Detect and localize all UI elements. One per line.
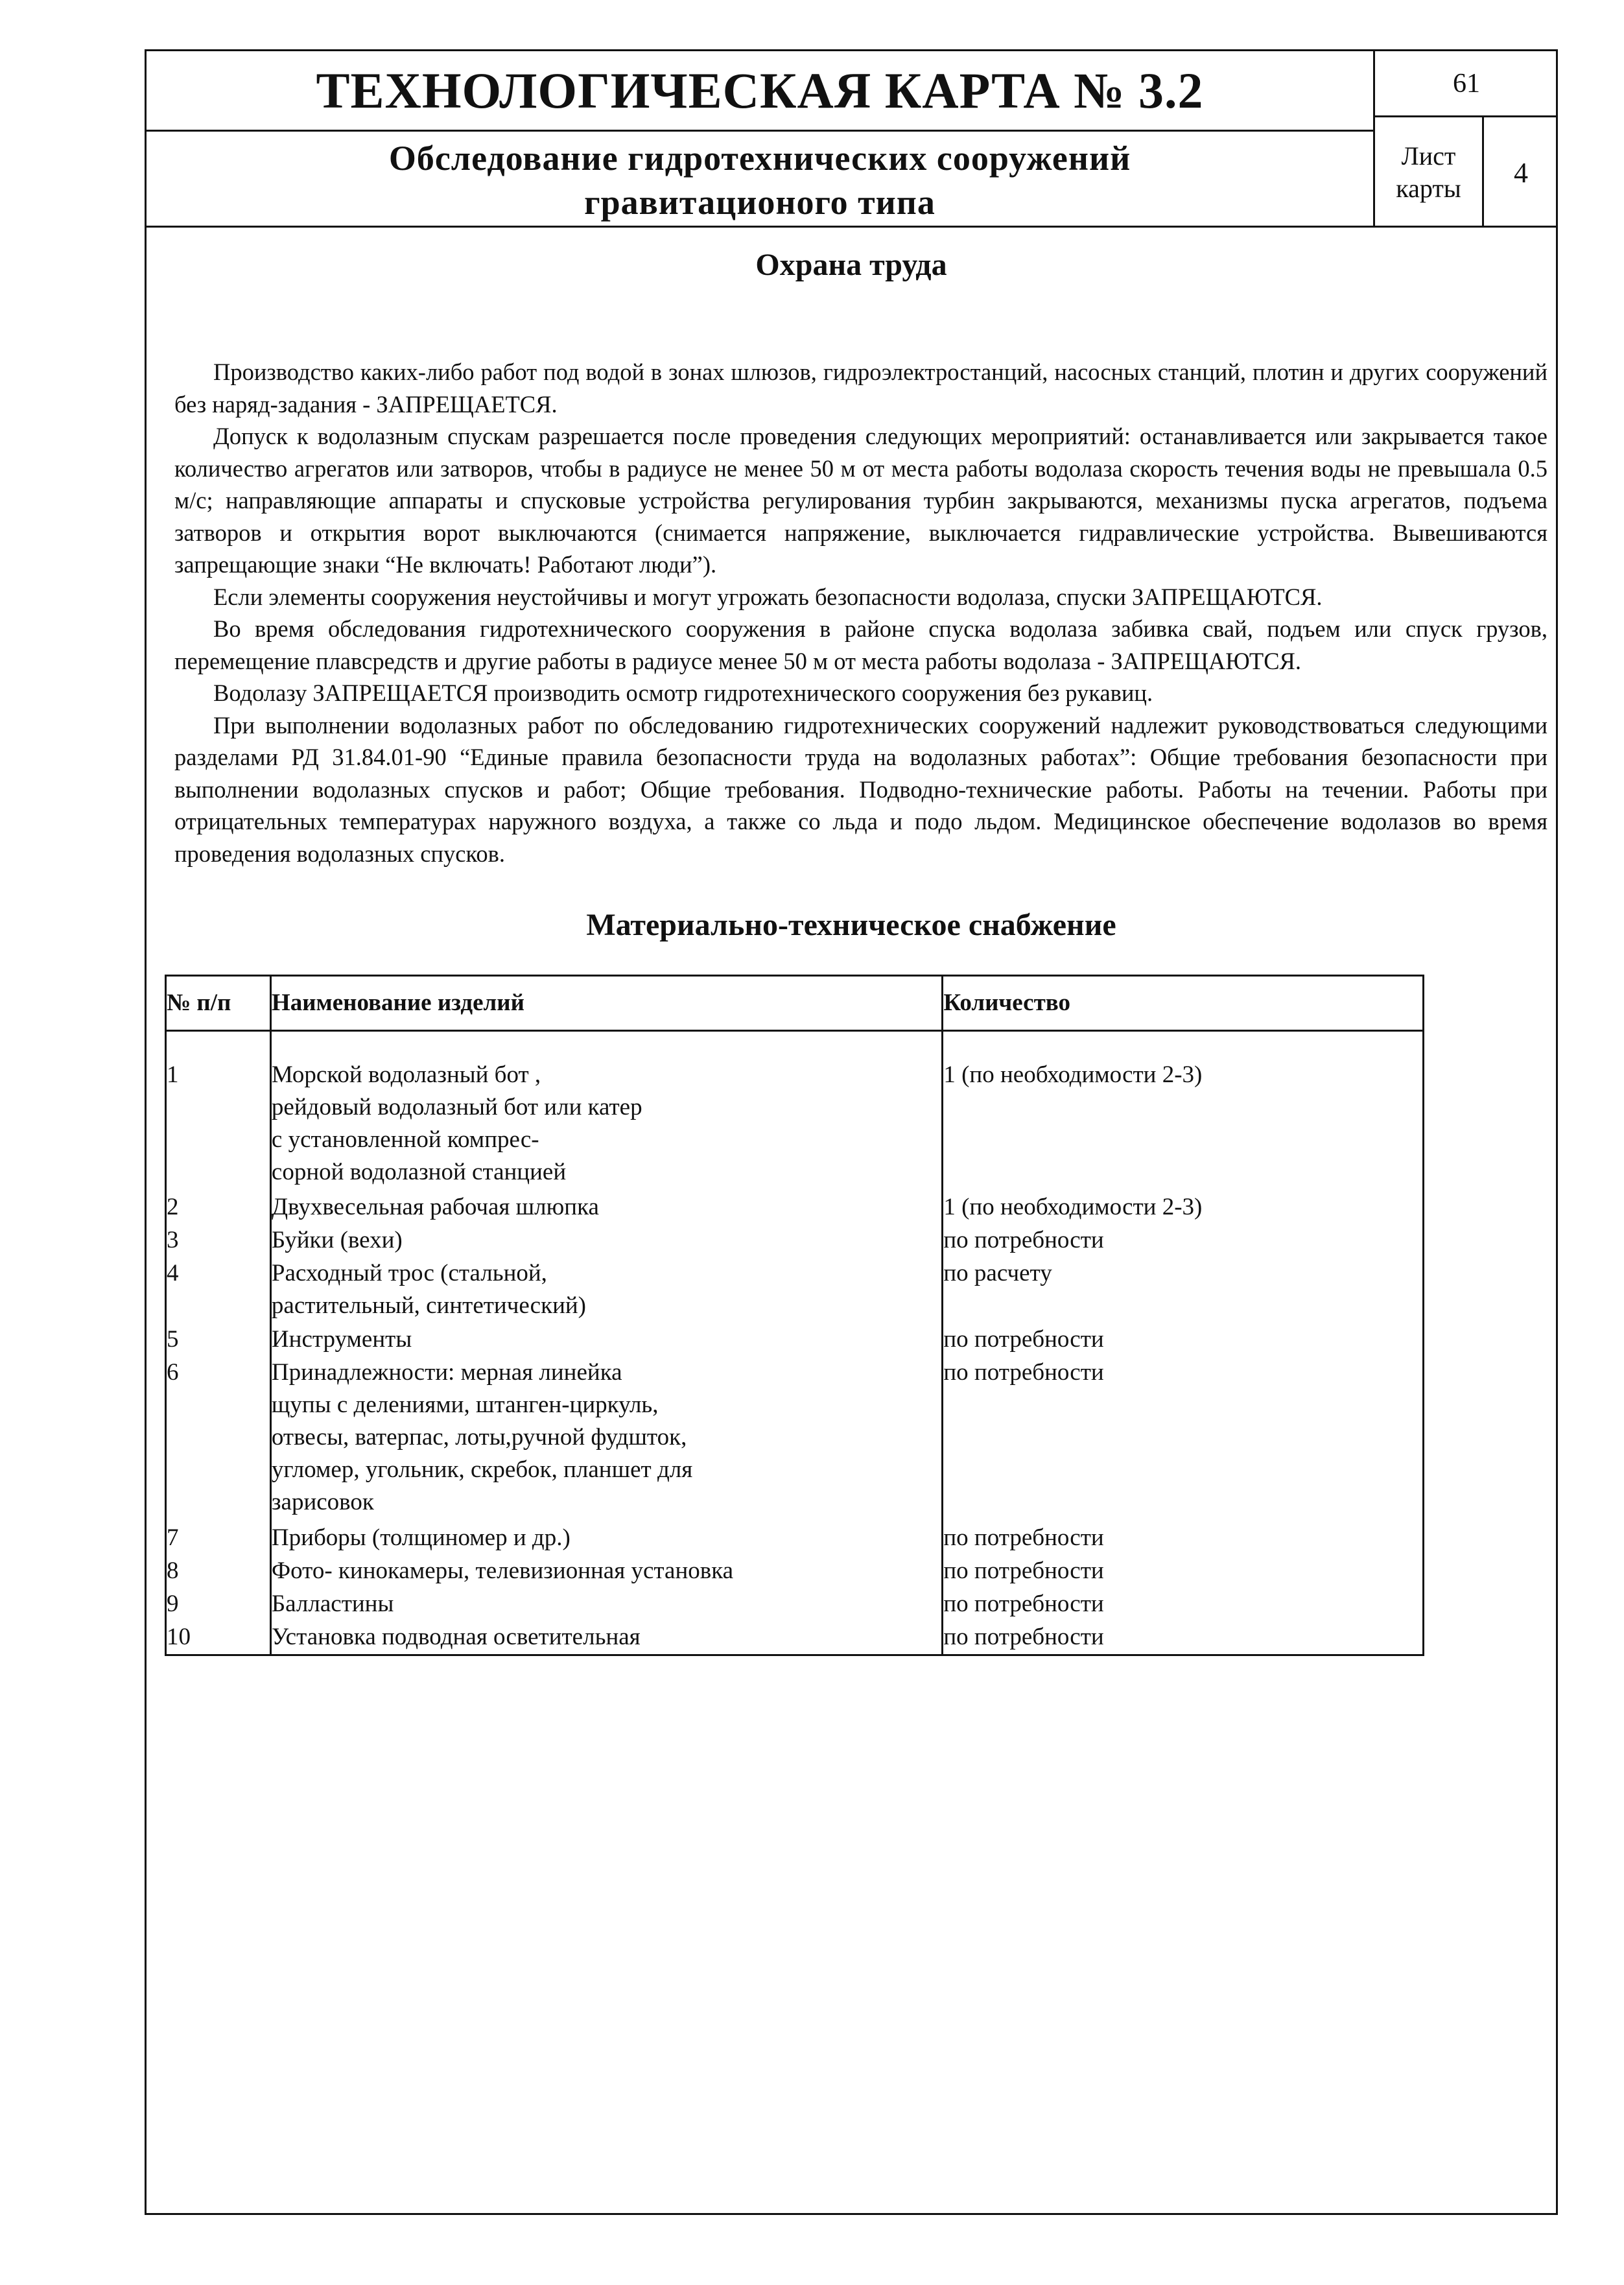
table-row: [166, 1323, 1424, 1356]
table-row: [166, 1257, 1424, 1323]
row-number: 3: [166, 1224, 271, 1257]
row-number: 9: [166, 1588, 271, 1621]
supply-heading: Материально-техническое снабжение: [586, 908, 1116, 942]
row-item-name: Расходный трос (стальной, растительный, синтетический): [270, 1257, 942, 1323]
safety-paragraph: Производство каких-либо работ под водой в зонах шлюзов, гидроэлектростанций, насосных станций, плотин и других сооружений без наряд-задания - ЗАПРЕЩАЕТСЯ.: [174, 359, 1548, 418]
map-subtitle: [147, 133, 1373, 228]
row-number: 2: [166, 1191, 271, 1224]
safety-paragraph: Допуск к водолазным спускам разрешается после проведения следующих мероприятий: останавливается или закрывается такое количество агрегатов или затворов, чтобы в радиусе не менее 50 м от места работы водолаза скорость течения воды не превышала 0.5 м/с; направляющие аппараты и спусковые устройства регулирования турбин закрываются, механизмы пуска агрегатов, подъема затворов и открытия ворот выключаются (снимается напряжение, выключается гидравлические устройства. Вывешиваются запрещающие знаки “Не включать! Работают люди”).: [174, 423, 1548, 578]
supply-table: [165, 975, 1424, 1656]
safety-heading: Охрана труда: [755, 248, 947, 282]
row-item-name: Приборы (толщиномер и др.): [270, 1522, 942, 1555]
row-item-name: Буйки (вехи): [270, 1224, 942, 1257]
row-number: 10: [166, 1621, 271, 1654]
table-filler: [166, 1654, 1424, 1655]
row-item-name: Инструменты: [270, 1323, 942, 1356]
title-block: [147, 51, 1556, 228]
column-header-name: Наименование изделий: [270, 976, 942, 1031]
row-number: 4: [166, 1257, 271, 1323]
column-header-number: № п/п: [166, 976, 271, 1031]
page-number: 61: [1375, 51, 1558, 117]
safety-text: [174, 356, 1548, 870]
row-quantity: по потребности: [943, 1588, 1424, 1621]
row-number: 6: [166, 1356, 271, 1522]
row-item-name: Принадлежности: мерная линейка щупы с делениями, штанген-циркуль, отвесы, ватерпас, лоты,ручной фудшток, угломер, угольник, скребок, планшет для зарисовок: [270, 1356, 942, 1522]
column-header-quantity: Количество: [943, 976, 1424, 1031]
row-quantity: по потребности: [943, 1621, 1424, 1654]
table-row: [166, 1191, 1424, 1224]
table-row: [166, 1356, 1424, 1522]
table-row: [166, 1059, 1424, 1191]
row-quantity: по потребности: [943, 1224, 1424, 1257]
row-quantity: 1 (по необходимости 2-3): [943, 1191, 1424, 1224]
row-quantity: 1 (по необходимости 2-3): [943, 1059, 1424, 1191]
document-frame: [145, 49, 1558, 2215]
safety-paragraph: Водолазу ЗАПРЕЩАЕТСЯ производить осмотр гидротехнического сооружения без рукавиц.: [213, 680, 1153, 706]
table-row: [166, 1621, 1424, 1654]
row-number: 8: [166, 1555, 271, 1588]
row-quantity: по потребности: [943, 1323, 1424, 1356]
row-number: 5: [166, 1323, 271, 1356]
row-quantity: по потребности: [943, 1555, 1424, 1588]
safety-paragraph: Во время обследования гидротехнического сооружения в районе спуска водолаза забивка свай, подъем или спуск грузов, перемещение плавсредств и другие работы в радиусе менее 50 м от места работы водолаза - ЗАПРЕЩАЮТСЯ.: [174, 615, 1548, 674]
table-row: [166, 1224, 1424, 1257]
row-quantity: по потребности: [943, 1522, 1424, 1555]
safety-paragraph: Если элементы сооружения неустойчивы и могут угрожать безопасности водолаза, спуски ЗАПРЕЩАЮТСЯ.: [213, 583, 1323, 610]
row-item-name: Балластины: [270, 1588, 942, 1621]
map-subtitle-line1: Обследование гидротехнических сооружений: [388, 139, 1131, 178]
safety-paragraph: При выполнении водолазных работ по обследованию гидротехнических сооружений надлежит руководствоваться следующими разделами РД 31.84.01-90 “Единые правила безопасности труда на водолазных работах”: Общие требования безопасности при выполнении водолазных спусков и работ; Общие требования. Подводно-технические работы. Работы на течении. Работы при отрицательных температурах наружного воздуха, а также со льда и подо льдом. Медицинское обеспечение водолазов во время проведения водолазных спусков.: [174, 711, 1548, 867]
table-row: [166, 1522, 1424, 1555]
row-quantity: по потребности: [943, 1356, 1424, 1522]
row-number: 7: [166, 1522, 271, 1555]
title-box: [147, 51, 1375, 228]
row-item-name: Морской водолазный бот , рейдовый водолазный бот или катер с установленной компрес- сорной водолазной станцией: [270, 1059, 942, 1191]
row-item-name: Установка подводная осветительная: [270, 1621, 942, 1654]
table-row: [166, 1555, 1424, 1588]
sheet-number: 4: [1514, 156, 1528, 189]
sheet-label-line1: Лист: [1401, 141, 1456, 171]
table-spacer: [166, 1031, 1424, 1060]
sheet-label-line2: карты: [1396, 174, 1461, 203]
row-item-name: Фото- кинокамеры, телевизионная установка: [270, 1555, 942, 1588]
table-row: [166, 1588, 1424, 1621]
row-number: 1: [166, 1059, 271, 1191]
row-quantity: по расчету: [943, 1257, 1424, 1323]
supply-table-body: [166, 1031, 1424, 1655]
supply-table-header: [166, 976, 1424, 1031]
row-item-name: Двухвесельная рабочая шлюпка: [270, 1191, 942, 1224]
sheet-label: [1375, 117, 1484, 228]
map-subtitle-line2: гравитационого типа: [584, 183, 936, 222]
map-title: ТЕХНОЛОГИЧЕСКАЯ КАРТА № 3.2: [147, 51, 1373, 132]
